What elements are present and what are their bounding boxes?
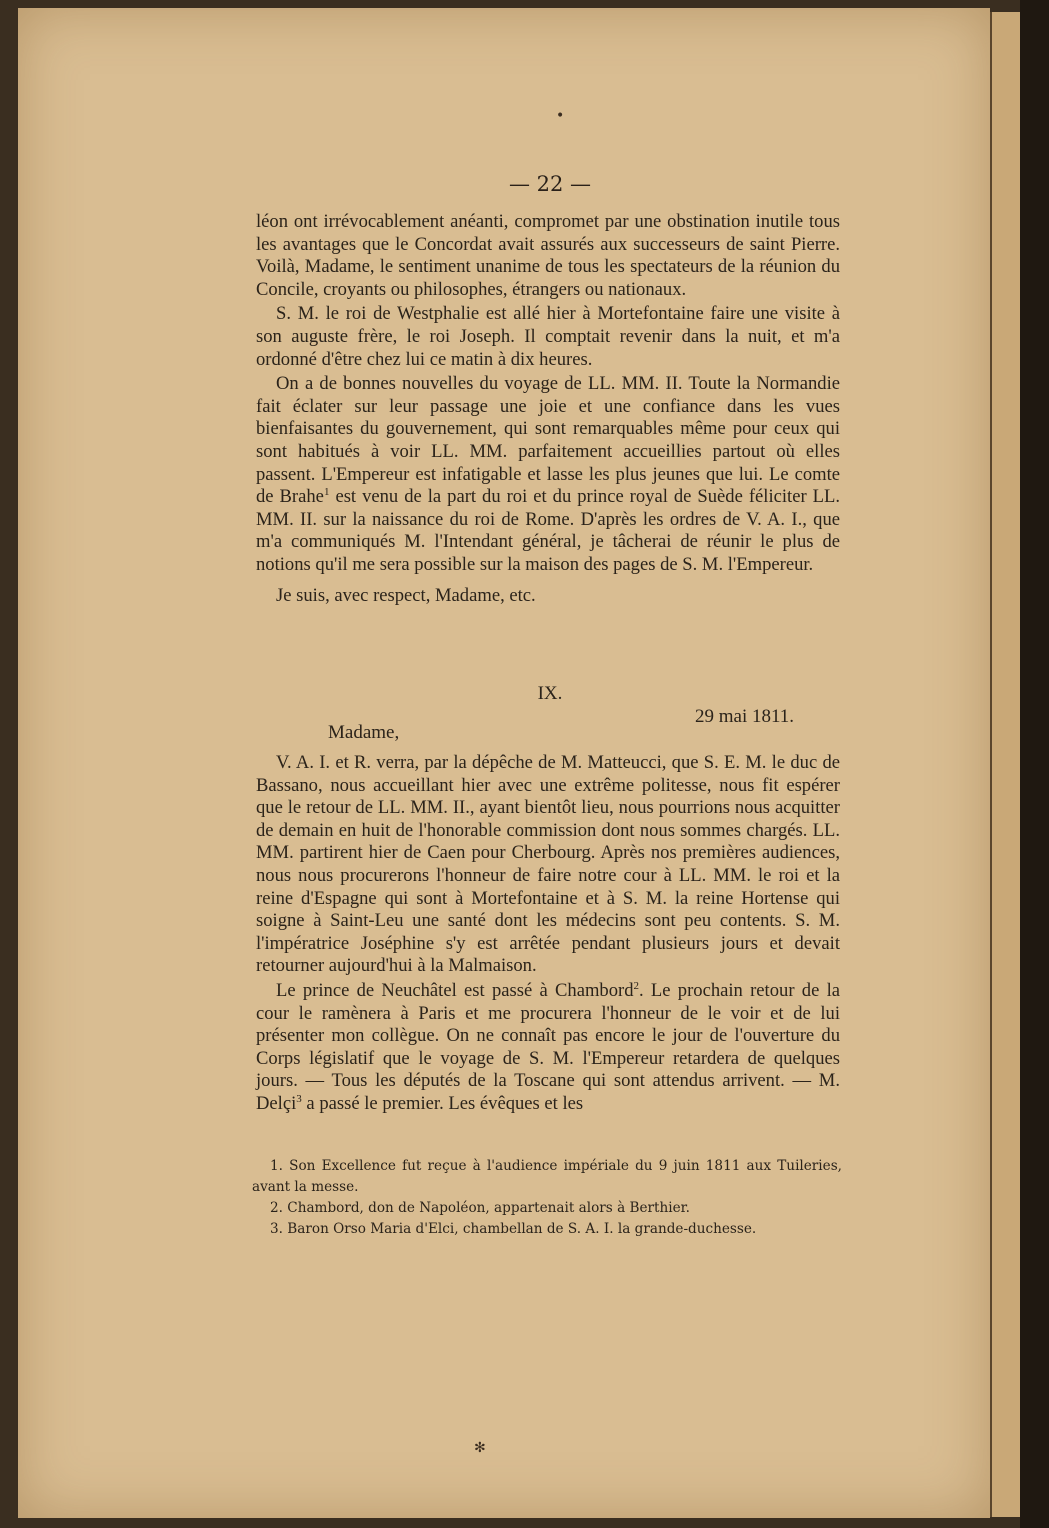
paragraph-text: Le prince de Neuchâtel est passé à Chambord (276, 979, 634, 1001)
letter-continuation (256, 211, 840, 607)
letter-number: IX. (537, 683, 563, 704)
paragraph (256, 373, 840, 576)
footnote-ref: 2 (633, 979, 640, 992)
paragraph-text: . Le prochain retour de la cour le ramènera à Paris et me procurera l'honneur de le voir et de lui présenter mon collègue. On ne connaît pas encore le jour de l'ouverture du Corps législatif que le voyage de S. M. l'Empereur retardera de quelques jours. — Tous les députés de la Toscane qui sont attendus arrivent. — M. Delçi (256, 979, 841, 1114)
footnote-ref: 3 (296, 1092, 302, 1105)
paragraph (256, 980, 840, 1116)
paragraph-text: a passé le premier. Les évêques et les (306, 1092, 584, 1114)
footnote-ref: 1 (323, 485, 330, 498)
ink-speck: ✻ (474, 1440, 486, 1456)
salutation: Madame, (328, 722, 400, 743)
facing-page-edge (990, 12, 1022, 1517)
footnote: 1. Son Excellence fut reçue à l'audience impériale du 9 juin 1811 aux Tuileries, avant la messe. (252, 1158, 842, 1195)
closing: Je suis, avec respect, Madame, etc. (276, 584, 536, 606)
footnote: 3. Baron Orso Maria d'Elci, chambellan de S. A. I. la grande-duchesse. (270, 1221, 757, 1237)
binding-strip (1020, 0, 1049, 1528)
ink-speck: • (556, 108, 565, 124)
paragraph: V. A. I. et R. verra, par la dépêche de M. Matteucci, que S. E. M. le duc de Bassano, nous accueillant hier avec une extrême politesse, nous fit espérer que le retour de LL. MM. II., ayant bientôt lieu, nous pourrions nous acquitter de demain en huit de l'honorable commission dont nous sommes chargés. LL. MM. partirent hier de Caen pour Cherbourg. Après nos premières audiences, nous nous procurerons l'honneur de faire notre cour à LL. MM. le roi et la reine d'Espagne qui sont à Mortefontaine et à S. M. la reine Hortense qui soigne à Saint-Leu une santé dont les médecins sont peu contents. S. M. l'impératrice Joséphine s'y est arrêtée pendant plusieurs jours et devait retourner aujourd'hui à la Malmaison. (256, 752, 840, 977)
paragraph: S. M. le roi de Westphalie est allé hier à Mortefontaine faire une visite à son auguste frère, le roi Joseph. Il comptait revenir dans la nuit, et m'a ordonné d'être chez lui ce matin à dix heures. (256, 303, 840, 370)
page-number: — 22 — (508, 172, 592, 196)
letter-body (256, 752, 840, 1116)
paragraph-text: est venu de la part du roi et du prince royal de Suède féliciter LL. MM. II. sur la naissance du roi de Rome. D'après les ordres de V. A. I., que m'a communiqués M. l'Intendant général, je tâcherai de réunir le plus de notions qu'il me sera possible sur la maison des pages de S. M. l'Empereur. (256, 486, 840, 575)
paragraph-text: On a de bonnes nouvelles du voyage de LL. MM. II. Toute la Normandie fait éclater sur leur passage une joie et une confiance dans les vues bienfaisantes du gouvernement, qui sont remarquables même pour ceux qui sont habitués à voir LL. MM. parfaitement accueillies partout où elles passent. L'Empereur est infatigable et lasse les plus jeunes que lui. Le comte de Brahe (256, 373, 840, 508)
footnotes (252, 1156, 842, 1240)
paragraph: léon ont irrévocablement anéanti, compromet par une obstination inutile tous les avantages que le Concordat avait assurés aux successeurs de saint Pierre. Voilà, Madame, le sentiment unanime de tous les spectateurs de la réunion du Concile, croyants ou philosophes, étrangers ou nationaux. (256, 211, 840, 300)
letter-date: 29 mai 1811. (695, 706, 795, 727)
footnote: 2. Chambord, don de Napoléon, appartenait alors à Berthier. (270, 1200, 690, 1216)
